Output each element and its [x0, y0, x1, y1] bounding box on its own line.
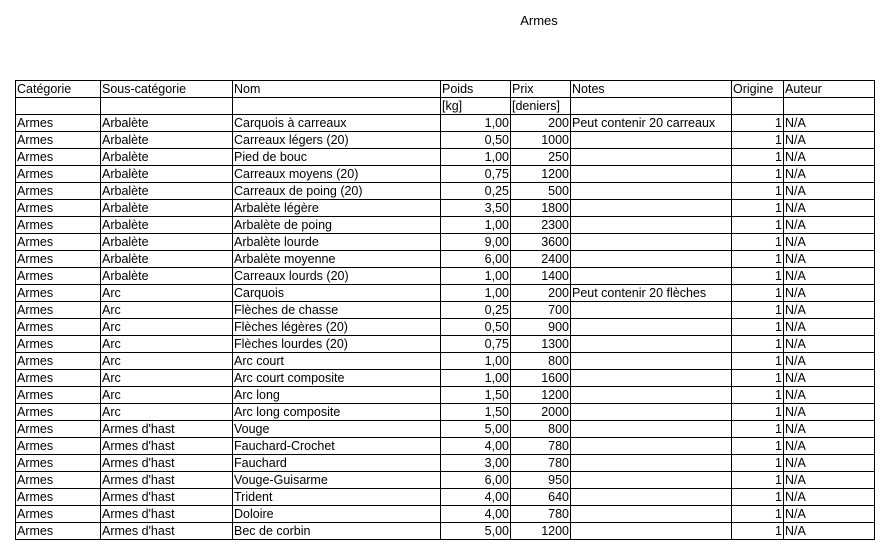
cell-poids: 3,00	[441, 455, 511, 472]
cell-auteur: N/A	[784, 149, 875, 166]
cell-nom: Arbalète légère	[233, 200, 441, 217]
cell-notes	[571, 455, 732, 472]
cell-poids: 4,00	[441, 506, 511, 523]
cell-notes	[571, 302, 732, 319]
header-sous-categorie: Sous-catégorie	[101, 81, 233, 98]
cell-nom: Bec de corbin	[233, 523, 441, 540]
table-row	[16, 472, 875, 489]
cell-poids: 5,00	[441, 421, 511, 438]
cell-poids: 0,50	[441, 319, 511, 336]
cell-origine: 1	[732, 404, 784, 421]
unit-cell	[101, 98, 233, 115]
header-origine: Origine	[732, 81, 784, 98]
cell-poids: 6,00	[441, 472, 511, 489]
cell-categorie: Armes	[16, 523, 101, 540]
cell-poids: 0,25	[441, 183, 511, 200]
cell-sous-categorie: Armes d'hast	[101, 523, 233, 540]
cell-auteur: N/A	[784, 183, 875, 200]
cell-prix: 780	[511, 438, 571, 455]
cell-notes	[571, 421, 732, 438]
cell-auteur: N/A	[784, 489, 875, 506]
cell-poids: 1,50	[441, 404, 511, 421]
cell-poids: 1,00	[441, 353, 511, 370]
cell-categorie: Armes	[16, 353, 101, 370]
table-row	[16, 319, 875, 336]
cell-notes	[571, 251, 732, 268]
cell-notes	[571, 319, 732, 336]
cell-notes	[571, 217, 732, 234]
table-row	[16, 251, 875, 268]
cell-prix: 1400	[511, 268, 571, 285]
cell-categorie: Armes	[16, 200, 101, 217]
cell-prix: 1200	[511, 387, 571, 404]
cell-nom: Pied de bouc	[233, 149, 441, 166]
cell-prix: 500	[511, 183, 571, 200]
cell-sous-categorie: Armes d'hast	[101, 506, 233, 523]
cell-auteur: N/A	[784, 285, 875, 302]
cell-categorie: Armes	[16, 268, 101, 285]
cell-origine: 1	[732, 472, 784, 489]
table-row	[16, 455, 875, 472]
cell-categorie: Armes	[16, 302, 101, 319]
cell-notes	[571, 506, 732, 523]
cell-sous-categorie: Arc	[101, 285, 233, 302]
cell-auteur: N/A	[784, 421, 875, 438]
cell-nom: Flèches de chasse	[233, 302, 441, 319]
cell-origine: 1	[732, 115, 784, 132]
cell-origine: 1	[732, 251, 784, 268]
cell-prix: 1800	[511, 200, 571, 217]
cell-notes	[571, 132, 732, 149]
cell-prix: 1300	[511, 336, 571, 353]
cell-origine: 1	[732, 438, 784, 455]
cell-prix: 800	[511, 353, 571, 370]
cell-prix: 780	[511, 506, 571, 523]
cell-categorie: Armes	[16, 217, 101, 234]
units-row	[16, 98, 875, 115]
cell-nom: Arc long composite	[233, 404, 441, 421]
cell-auteur: N/A	[784, 336, 875, 353]
cell-auteur: N/A	[784, 472, 875, 489]
table-row	[16, 285, 875, 302]
cell-categorie: Armes	[16, 115, 101, 132]
cell-notes	[571, 353, 732, 370]
cell-nom: Arc court composite	[233, 370, 441, 387]
cell-sous-categorie: Arbalète	[101, 234, 233, 251]
cell-poids: 0,75	[441, 336, 511, 353]
table-row	[16, 302, 875, 319]
cell-auteur: N/A	[784, 438, 875, 455]
cell-sous-categorie: Arbalète	[101, 183, 233, 200]
cell-notes	[571, 387, 732, 404]
cell-prix: 3600	[511, 234, 571, 251]
cell-notes	[571, 183, 732, 200]
cell-notes	[571, 472, 732, 489]
cell-origine: 1	[732, 166, 784, 183]
cell-origine: 1	[732, 149, 784, 166]
cell-poids: 0,50	[441, 132, 511, 149]
cell-auteur: N/A	[784, 523, 875, 540]
cell-prix: 700	[511, 302, 571, 319]
cell-notes	[571, 489, 732, 506]
cell-categorie: Armes	[16, 438, 101, 455]
cell-poids: 1,00	[441, 115, 511, 132]
cell-auteur: N/A	[784, 268, 875, 285]
cell-origine: 1	[732, 489, 784, 506]
cell-prix: 1200	[511, 523, 571, 540]
cell-sous-categorie: Arbalète	[101, 166, 233, 183]
cell-sous-categorie: Arc	[101, 302, 233, 319]
unit-cell	[784, 98, 875, 115]
cell-auteur: N/A	[784, 455, 875, 472]
cell-categorie: Armes	[16, 404, 101, 421]
cell-auteur: N/A	[784, 166, 875, 183]
cell-prix: 200	[511, 285, 571, 302]
cell-origine: 1	[732, 319, 784, 336]
cell-nom: Doloire	[233, 506, 441, 523]
table-row	[16, 370, 875, 387]
cell-categorie: Armes	[16, 132, 101, 149]
cell-categorie: Armes	[16, 319, 101, 336]
header-nom: Nom	[233, 81, 441, 98]
page-title: Armes	[520, 13, 558, 28]
cell-sous-categorie: Arc	[101, 336, 233, 353]
cell-origine: 1	[732, 523, 784, 540]
cell-sous-categorie: Arbalète	[101, 149, 233, 166]
cell-poids: 1,00	[441, 285, 511, 302]
cell-origine: 1	[732, 234, 784, 251]
weapons-table	[15, 80, 875, 540]
cell-nom: Fauchard-Crochet	[233, 438, 441, 455]
cell-auteur: N/A	[784, 217, 875, 234]
table-row	[16, 489, 875, 506]
unit-cell	[571, 98, 732, 115]
cell-categorie: Armes	[16, 285, 101, 302]
cell-sous-categorie: Armes d'hast	[101, 489, 233, 506]
table-row	[16, 234, 875, 251]
cell-categorie: Armes	[16, 421, 101, 438]
cell-prix: 640	[511, 489, 571, 506]
cell-poids: 0,25	[441, 302, 511, 319]
cell-notes	[571, 438, 732, 455]
cell-auteur: N/A	[784, 132, 875, 149]
header-row	[16, 81, 875, 98]
cell-sous-categorie: Armes d'hast	[101, 455, 233, 472]
cell-prix: 2300	[511, 217, 571, 234]
unit-prix: [deniers]	[511, 98, 571, 115]
cell-categorie: Armes	[16, 183, 101, 200]
cell-prix: 1600	[511, 370, 571, 387]
table-row	[16, 421, 875, 438]
cell-poids: 3,50	[441, 200, 511, 217]
header-auteur: Auteur	[784, 81, 875, 98]
cell-nom: Flèches lourdes (20)	[233, 336, 441, 353]
table-row	[16, 115, 875, 132]
cell-sous-categorie: Arbalète	[101, 200, 233, 217]
cell-prix: 250	[511, 149, 571, 166]
cell-categorie: Armes	[16, 166, 101, 183]
cell-sous-categorie: Arbalète	[101, 251, 233, 268]
cell-auteur: N/A	[784, 370, 875, 387]
cell-auteur: N/A	[784, 302, 875, 319]
cell-poids: 6,00	[441, 251, 511, 268]
cell-prix: 1200	[511, 166, 571, 183]
cell-categorie: Armes	[16, 370, 101, 387]
cell-auteur: N/A	[784, 200, 875, 217]
cell-prix: 200	[511, 115, 571, 132]
cell-categorie: Armes	[16, 251, 101, 268]
cell-auteur: N/A	[784, 319, 875, 336]
cell-poids: 1,00	[441, 370, 511, 387]
cell-origine: 1	[732, 455, 784, 472]
cell-auteur: N/A	[784, 404, 875, 421]
cell-prix: 780	[511, 455, 571, 472]
cell-notes: Peut contenir 20 carreaux	[571, 115, 732, 132]
cell-origine: 1	[732, 370, 784, 387]
table-row	[16, 336, 875, 353]
cell-sous-categorie: Arc	[101, 370, 233, 387]
cell-sous-categorie: Arc	[101, 353, 233, 370]
cell-notes	[571, 268, 732, 285]
cell-poids: 1,00	[441, 149, 511, 166]
cell-prix: 2000	[511, 404, 571, 421]
cell-nom: Carquois	[233, 285, 441, 302]
unit-cell	[732, 98, 784, 115]
cell-prix: 950	[511, 472, 571, 489]
header-notes: Notes	[571, 81, 732, 98]
cell-sous-categorie: Arbalète	[101, 268, 233, 285]
cell-nom: Carquois à carreaux	[233, 115, 441, 132]
cell-notes	[571, 404, 732, 421]
cell-nom: Flèches légères (20)	[233, 319, 441, 336]
cell-notes	[571, 149, 732, 166]
cell-auteur: N/A	[784, 251, 875, 268]
table-row	[16, 149, 875, 166]
cell-auteur: N/A	[784, 353, 875, 370]
cell-origine: 1	[732, 506, 784, 523]
unit-poids: [kg]	[441, 98, 511, 115]
cell-categorie: Armes	[16, 472, 101, 489]
cell-origine: 1	[732, 132, 784, 149]
cell-nom: Vouge-Guisarme	[233, 472, 441, 489]
table-row	[16, 217, 875, 234]
cell-poids: 1,00	[441, 217, 511, 234]
cell-nom: Arc long	[233, 387, 441, 404]
cell-prix: 2400	[511, 251, 571, 268]
cell-sous-categorie: Arbalète	[101, 132, 233, 149]
cell-nom: Carreaux moyens (20)	[233, 166, 441, 183]
cell-nom: Arbalète moyenne	[233, 251, 441, 268]
cell-poids: 1,00	[441, 268, 511, 285]
cell-notes	[571, 370, 732, 387]
cell-poids: 4,00	[441, 489, 511, 506]
cell-poids: 0,75	[441, 166, 511, 183]
cell-prix: 1000	[511, 132, 571, 149]
header-prix: Prix	[511, 81, 571, 98]
cell-origine: 1	[732, 285, 784, 302]
cell-notes: Peut contenir 20 flèches	[571, 285, 732, 302]
cell-origine: 1	[732, 268, 784, 285]
table-row	[16, 183, 875, 200]
cell-auteur: N/A	[784, 387, 875, 404]
table-row	[16, 387, 875, 404]
cell-auteur: N/A	[784, 115, 875, 132]
table-row	[16, 404, 875, 421]
cell-notes	[571, 234, 732, 251]
cell-nom: Arbalète de poing	[233, 217, 441, 234]
unit-cell	[16, 98, 101, 115]
cell-sous-categorie: Armes d'hast	[101, 472, 233, 489]
cell-origine: 1	[732, 302, 784, 319]
cell-nom: Trident	[233, 489, 441, 506]
table-row	[16, 438, 875, 455]
cell-poids: 4,00	[441, 438, 511, 455]
cell-categorie: Armes	[16, 387, 101, 404]
cell-nom: Vouge	[233, 421, 441, 438]
cell-origine: 1	[732, 387, 784, 404]
cell-sous-categorie: Arbalète	[101, 115, 233, 132]
cell-notes	[571, 336, 732, 353]
cell-sous-categorie: Armes d'hast	[101, 438, 233, 455]
table-row	[16, 166, 875, 183]
cell-categorie: Armes	[16, 489, 101, 506]
cell-categorie: Armes	[16, 455, 101, 472]
cell-sous-categorie: Armes d'hast	[101, 421, 233, 438]
unit-cell	[233, 98, 441, 115]
cell-nom: Carreaux lourds (20)	[233, 268, 441, 285]
cell-notes	[571, 200, 732, 217]
cell-nom: Fauchard	[233, 455, 441, 472]
cell-auteur: N/A	[784, 234, 875, 251]
table-row	[16, 506, 875, 523]
cell-origine: 1	[732, 421, 784, 438]
table-row	[16, 132, 875, 149]
cell-poids: 9,00	[441, 234, 511, 251]
header-poids: Poids	[441, 81, 511, 98]
table-row	[16, 200, 875, 217]
header-categorie: Catégorie	[16, 81, 101, 98]
cell-sous-categorie: Arc	[101, 319, 233, 336]
cell-notes	[571, 166, 732, 183]
cell-sous-categorie: Arc	[101, 404, 233, 421]
cell-origine: 1	[732, 353, 784, 370]
cell-origine: 1	[732, 217, 784, 234]
table-row	[16, 268, 875, 285]
cell-nom: Arbalète lourde	[233, 234, 441, 251]
cell-origine: 1	[732, 200, 784, 217]
cell-nom: Arc court	[233, 353, 441, 370]
cell-categorie: Armes	[16, 234, 101, 251]
cell-categorie: Armes	[16, 506, 101, 523]
cell-auteur: N/A	[784, 506, 875, 523]
cell-nom: Carreaux légers (20)	[233, 132, 441, 149]
cell-poids: 5,00	[441, 523, 511, 540]
cell-nom: Carreaux de poing (20)	[233, 183, 441, 200]
table-row	[16, 353, 875, 370]
cell-categorie: Armes	[16, 149, 101, 166]
cell-prix: 900	[511, 319, 571, 336]
cell-sous-categorie: Arc	[101, 387, 233, 404]
cell-sous-categorie: Arbalète	[101, 217, 233, 234]
cell-prix: 800	[511, 421, 571, 438]
table-row	[16, 523, 875, 540]
cell-origine: 1	[732, 183, 784, 200]
cell-categorie: Armes	[16, 336, 101, 353]
cell-poids: 1,50	[441, 387, 511, 404]
cell-notes	[571, 523, 732, 540]
cell-origine: 1	[732, 336, 784, 353]
